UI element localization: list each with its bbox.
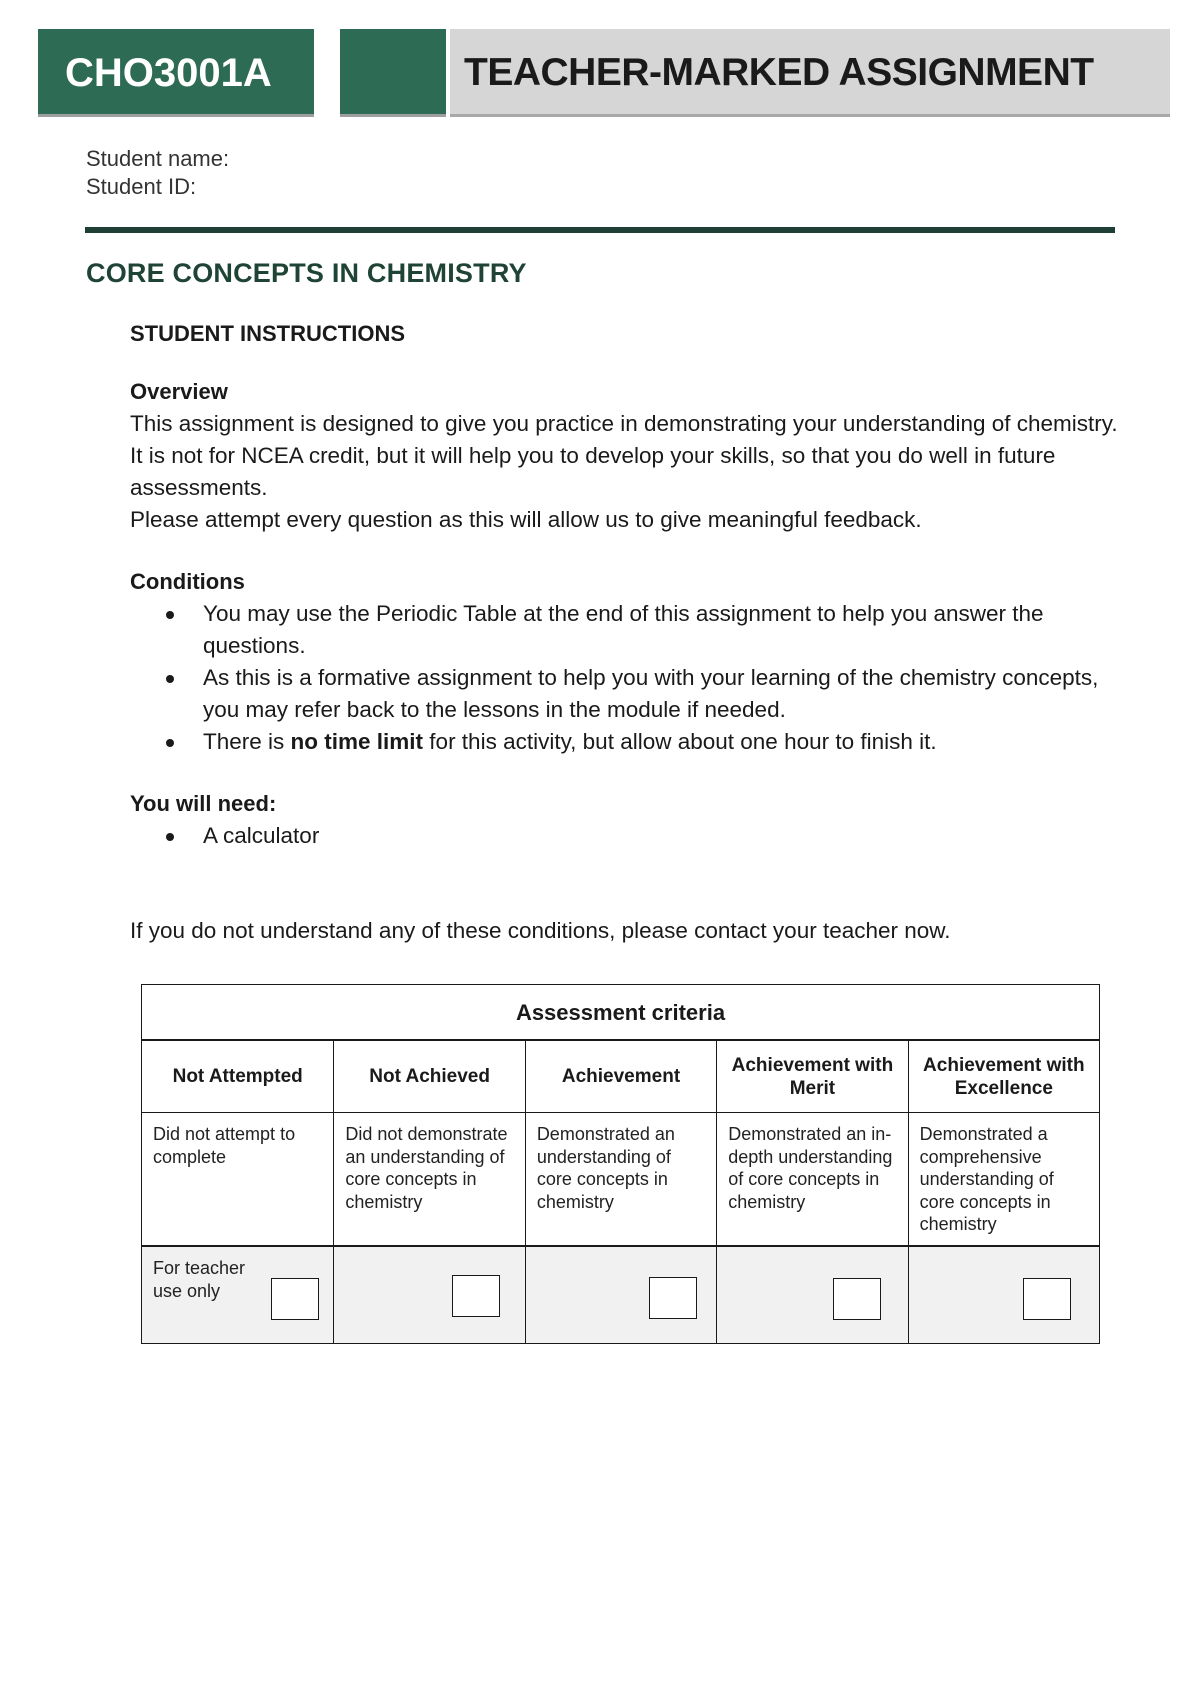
instructions (130, 318, 1120, 852)
criteria-description: Demonstrated a comprehensive understanding of core concepts in chemistry (908, 1113, 1099, 1245)
time-limit-emphasis: no time limit (290, 729, 424, 754)
list-item: There is no time limit for this activity, but allow about one hour to finish it. (130, 726, 1120, 758)
criteria-description: Did not attempt to complete (153, 1124, 296, 1167)
overview-heading: Overview (130, 379, 228, 404)
course-code-banner (38, 29, 314, 117)
mark-checkbox-merit[interactable] (833, 1278, 881, 1320)
contact-note: If you do not understand any of these conditions, please contact your teacher now. (130, 918, 951, 943)
column-header: Not Attempted (172, 1066, 303, 1087)
criteria-header-row (142, 1041, 1099, 1113)
bullet-icon (166, 739, 174, 747)
criteria-description: Did not demonstrate an understanding of core concepts in chemistry (333, 1113, 524, 1245)
divider-rule (85, 227, 1115, 233)
header-accent-block (340, 29, 446, 117)
teacher-use-row (142, 1247, 1099, 1343)
column-header: Not Achieved (333, 1041, 524, 1112)
course-code: CHO3001A (65, 51, 272, 95)
criteria-description: Demonstrated an in-depth understanding of core concepts in chemistry (716, 1113, 907, 1245)
column-header: Achievement with Excellence (908, 1041, 1099, 1112)
mark-checkbox-excellence[interactable] (1023, 1278, 1071, 1320)
teacher-use-cell (333, 1247, 524, 1343)
student-name-label: Student name: (86, 146, 230, 171)
assessment-criteria-table (141, 984, 1100, 1344)
conditions-heading: Conditions (130, 569, 245, 594)
mark-checkbox-not-attempted[interactable] (271, 1278, 319, 1320)
conditions-list (130, 598, 1120, 758)
list-item: You may use the Periodic Table at the end of this assignment to help you answer the questions. (130, 598, 1120, 662)
bullet-icon (166, 833, 174, 841)
criteria-description: Demonstrated an understanding of core concepts in chemistry (525, 1113, 716, 1245)
list-item: A calculator (130, 820, 1120, 852)
bullet-icon (166, 611, 174, 619)
need-heading: You will need: (130, 791, 277, 816)
teacher-use-cell (716, 1247, 907, 1343)
teacher-use-cell (908, 1247, 1099, 1343)
column-header: Achievement (525, 1041, 716, 1112)
mark-checkbox-achievement[interactable] (649, 1277, 697, 1319)
assignment-type-banner (450, 29, 1170, 117)
teacher-use-cell (142, 1247, 333, 1343)
overview-text: This assignment is designed to give you practice in demonstrating your understanding of chemistry. It is not for NCEA credit, but it will help you to develop your skills, so that you do well in future assessments. (130, 411, 1118, 500)
overview-text-2: Please attempt every question as this will allow us to give meaningful feedback. (130, 507, 922, 532)
criteria-title: Assessment criteria (142, 985, 1099, 1041)
instructions-heading: STUDENT INSTRUCTIONS (130, 321, 405, 346)
list-item: As this is a formative assignment to help you with your learning of the chemistry concepts, you may refer back to the lessons in the module if needed. (130, 662, 1120, 726)
teacher-use-label: For teacher use only (153, 1258, 246, 1301)
teacher-use-cell (525, 1247, 716, 1343)
criteria-description-row (142, 1113, 1099, 1247)
student-id-label: Student ID: (86, 174, 197, 199)
mark-checkbox-not-achieved[interactable] (452, 1275, 500, 1317)
section-title: CORE CONCEPTS IN CHEMISTRY (86, 258, 527, 288)
bullet-icon (166, 675, 174, 683)
column-header: Achievement with Merit (716, 1041, 907, 1112)
need-list (130, 820, 1120, 852)
student-info (86, 145, 229, 201)
assignment-type-title: TEACHER-MARKED ASSIGNMENT (464, 51, 1094, 94)
